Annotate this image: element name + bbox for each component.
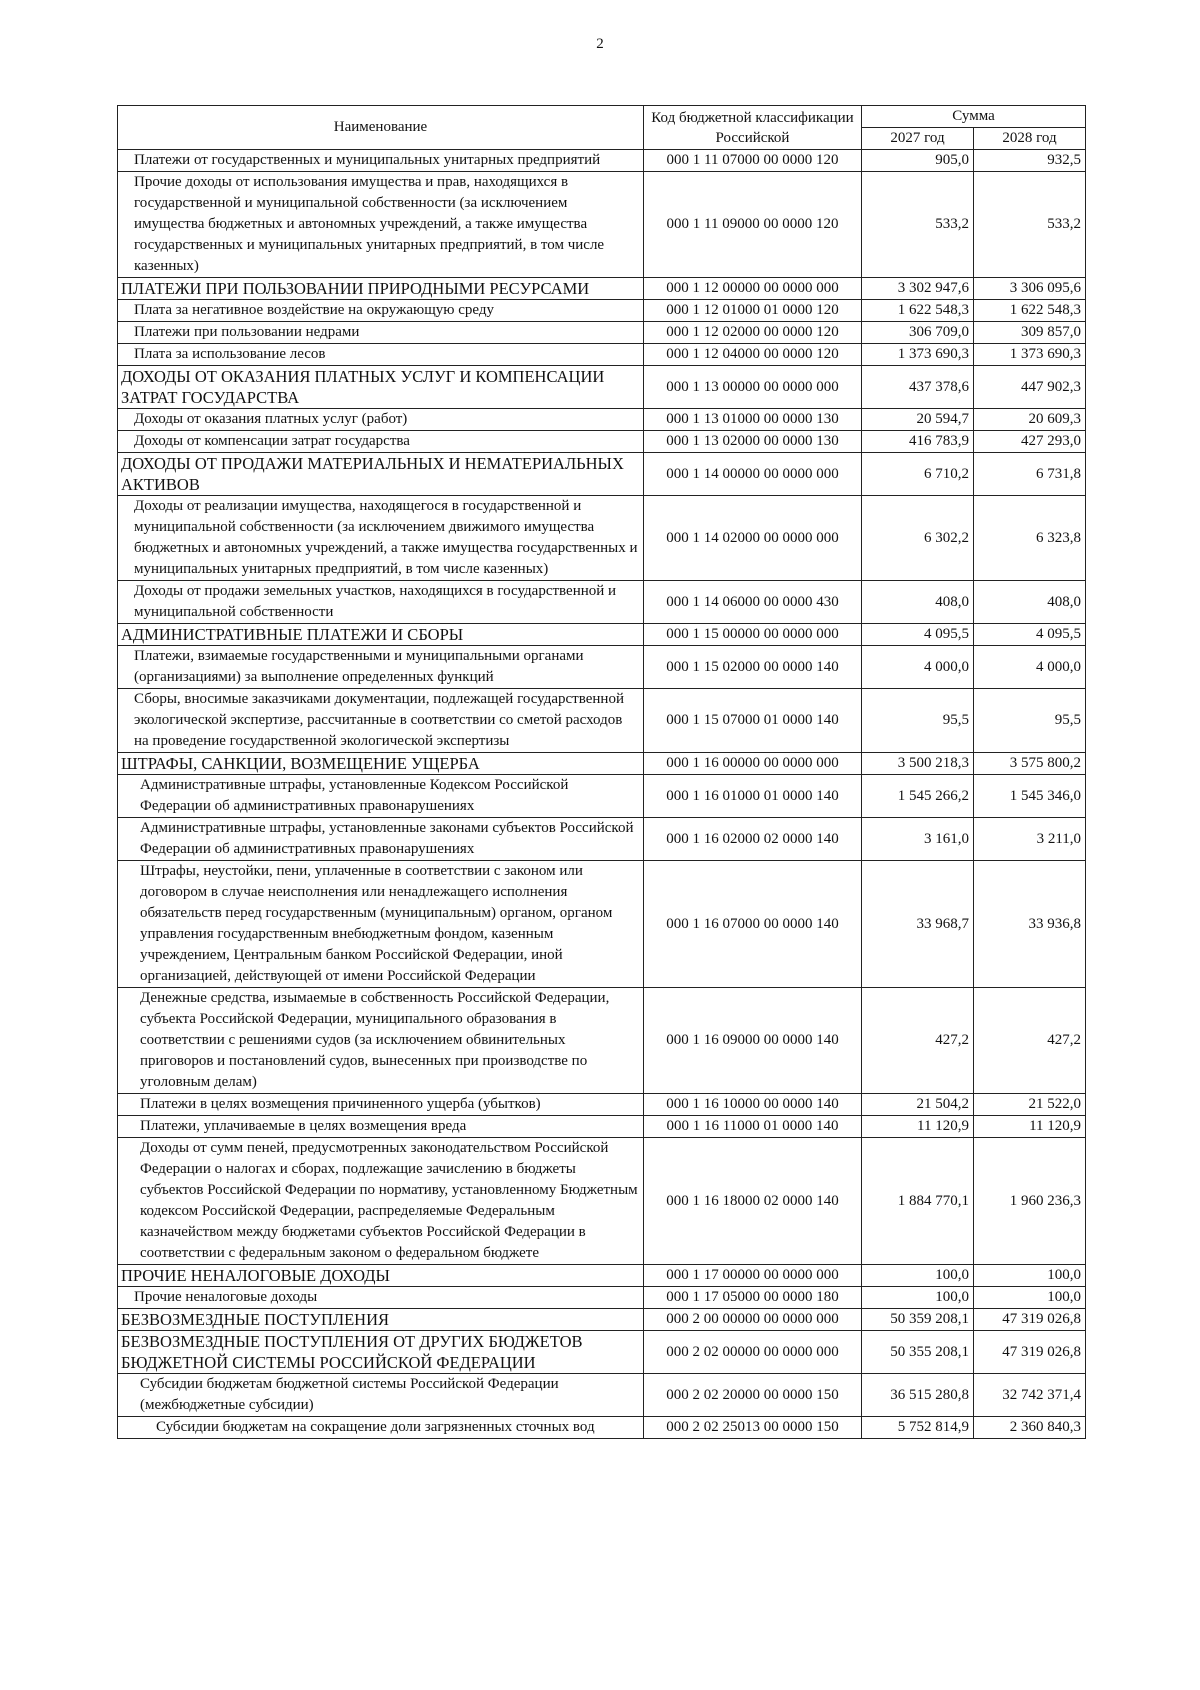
row-sum-2028: 427 293,0 <box>974 431 1086 453</box>
table-row <box>118 1094 1086 1116</box>
table-row <box>118 818 1086 861</box>
row-sum-2028: 6 323,8 <box>974 496 1086 581</box>
row-sum-2028: 932,5 <box>974 150 1086 172</box>
row-sum-2028: 3 306 095,6 <box>974 278 1086 300</box>
row-code: 000 1 16 10000 00 0000 140 <box>644 1094 862 1116</box>
row-code: 000 2 02 20000 00 0000 150 <box>644 1374 862 1417</box>
row-code: 000 1 12 01000 01 0000 120 <box>644 300 862 322</box>
header-code: Код бюджетной классификации Российской <box>644 106 862 150</box>
table-row <box>118 1374 1086 1417</box>
row-code: 000 1 16 09000 00 0000 140 <box>644 988 862 1094</box>
row-code: 000 1 11 07000 00 0000 120 <box>644 150 862 172</box>
row-name: Денежные средства, изымаемые в собственность Российской Федерации, субъекта Российской Федерации, муниципального образования в соответствии с решениями судов (за исключением обвинительных приговоров и постановлений судов, вынесенных при производстве по уголовным делам) <box>118 988 644 1094</box>
row-name: Сборы, вносимые заказчиками документации, подлежащей государственной экологической экспертизе, рассчитанные в соответствии со сметой расходов на проведение государственной экологической экспертизы <box>118 689 644 753</box>
row-sum-2028: 95,5 <box>974 689 1086 753</box>
row-code: 000 2 02 00000 00 0000 000 <box>644 1331 862 1374</box>
row-code: 000 2 02 25013 00 0000 150 <box>644 1417 862 1439</box>
row-name: БЕЗВОЗМЕЗДНЫЕ ПОСТУПЛЕНИЯ <box>118 1309 644 1331</box>
row-name: Платежи от государственных и муниципальных унитарных предприятий <box>118 150 644 172</box>
row-sum-2028: 447 902,3 <box>974 366 1086 409</box>
row-code: 000 1 14 02000 00 0000 000 <box>644 496 862 581</box>
row-name: Доходы от сумм пеней, предусмотренных законодательством Российской Федерации о налогах и сборах, подлежащие зачислению в бюджеты субъектов Российской Федерации по нормативу, установленному Бюджетным кодексом Российской Федерации, распределяемые Федеральным казначейством между бюджетами субъектов Российской Федерации в соответствии с федеральным законом о федеральном бюджете <box>118 1138 644 1265</box>
row-name: Доходы от продажи земельных участков, находящихся в государственной и муниципальной собственности <box>118 581 644 624</box>
table-row <box>118 581 1086 624</box>
table-row <box>118 496 1086 581</box>
row-sum-2027: 6 302,2 <box>862 496 974 581</box>
row-name: Платежи при пользовании недрами <box>118 322 644 344</box>
table-row <box>118 689 1086 753</box>
row-name: ДОХОДЫ ОТ ОКАЗАНИЯ ПЛАТНЫХ УСЛУГ И КОМПЕНСАЦИИ ЗАТРАТ ГОСУДАРСТВА <box>118 366 644 409</box>
table-row <box>118 150 1086 172</box>
row-sum-2027: 21 504,2 <box>862 1094 974 1116</box>
row-code: 000 1 12 04000 00 0000 120 <box>644 344 862 366</box>
row-name: Административные штрафы, установленные Кодексом Российской Федерации об административных правонарушениях <box>118 775 644 818</box>
row-sum-2027: 95,5 <box>862 689 974 753</box>
row-sum-2028: 1 373 690,3 <box>974 344 1086 366</box>
row-sum-2028: 2 360 840,3 <box>974 1417 1086 1439</box>
row-sum-2027: 1 884 770,1 <box>862 1138 974 1265</box>
header-sum: Сумма <box>862 106 1086 128</box>
row-code: 000 1 17 05000 00 0000 180 <box>644 1287 862 1309</box>
row-sum-2027: 5 752 814,9 <box>862 1417 974 1439</box>
row-code: 000 1 14 00000 00 0000 000 <box>644 453 862 496</box>
row-code: 000 1 13 00000 00 0000 000 <box>644 366 862 409</box>
table-row <box>118 453 1086 496</box>
row-sum-2028: 1 960 236,3 <box>974 1138 1086 1265</box>
row-sum-2028: 32 742 371,4 <box>974 1374 1086 1417</box>
row-code: 000 1 16 01000 01 0000 140 <box>644 775 862 818</box>
row-sum-2028: 20 609,3 <box>974 409 1086 431</box>
row-sum-2027: 306 709,0 <box>862 322 974 344</box>
row-sum-2027: 100,0 <box>862 1265 974 1287</box>
row-code: 000 2 00 00000 00 0000 000 <box>644 1309 862 1331</box>
header-year-2028: 2028 год <box>974 128 1086 150</box>
row-sum-2027: 416 783,9 <box>862 431 974 453</box>
row-code: 000 1 17 00000 00 0000 000 <box>644 1265 862 1287</box>
row-code: 000 1 16 18000 02 0000 140 <box>644 1138 862 1265</box>
row-name: ПЛАТЕЖИ ПРИ ПОЛЬЗОВАНИИ ПРИРОДНЫМИ РЕСУРСАМИ <box>118 278 644 300</box>
row-sum-2027: 4 095,5 <box>862 624 974 646</box>
row-name: Плата за использование лесов <box>118 344 644 366</box>
row-sum-2028: 3 211,0 <box>974 818 1086 861</box>
table-row <box>118 1331 1086 1374</box>
table-row <box>118 624 1086 646</box>
row-name: Субсидии бюджетам на сокращение доли загрязненных сточных вод <box>118 1417 644 1439</box>
row-name: ДОХОДЫ ОТ ПРОДАЖИ МАТЕРИАЛЬНЫХ И НЕМАТЕРИАЛЬНЫХ АКТИВОВ <box>118 453 644 496</box>
row-code: 000 1 12 00000 00 0000 000 <box>644 278 862 300</box>
row-name: Платежи, уплачиваемые в целях возмещения вреда <box>118 1116 644 1138</box>
table-row <box>118 322 1086 344</box>
row-sum-2027: 50 355 208,1 <box>862 1331 974 1374</box>
row-name: Доходы от компенсации затрат государства <box>118 431 644 453</box>
row-sum-2028: 47 319 026,8 <box>974 1331 1086 1374</box>
row-sum-2027: 437 378,6 <box>862 366 974 409</box>
table-row <box>118 988 1086 1094</box>
row-name: Доходы от реализации имущества, находящегося в государственной и муниципальной собственности (за исключением движимого имущества бюджетных и автономных учреждений, а также имущества государственных и муниципальных унитарных предприятий, в том числе казенных) <box>118 496 644 581</box>
table-row <box>118 646 1086 689</box>
row-sum-2027: 1 545 266,2 <box>862 775 974 818</box>
row-name: Административные штрафы, установленные законами субъектов Российской Федерации об административных правонарушениях <box>118 818 644 861</box>
row-code: 000 1 15 02000 00 0000 140 <box>644 646 862 689</box>
row-name: Платежи в целях возмещения причиненного ущерба (убытков) <box>118 1094 644 1116</box>
header-year-2027: 2027 год <box>862 128 974 150</box>
row-name: БЕЗВОЗМЕЗДНЫЕ ПОСТУПЛЕНИЯ ОТ ДРУГИХ БЮДЖЕТОВ БЮДЖЕТНОЙ СИСТЕМЫ РОССИЙСКОЙ ФЕДЕРАЦИИ <box>118 1331 644 1374</box>
table-row <box>118 366 1086 409</box>
row-code: 000 1 15 00000 00 0000 000 <box>644 624 862 646</box>
row-sum-2028: 33 936,8 <box>974 861 1086 988</box>
row-sum-2028: 100,0 <box>974 1287 1086 1309</box>
table-row <box>118 1287 1086 1309</box>
row-code: 000 1 16 00000 00 0000 000 <box>644 753 862 775</box>
table-row <box>118 172 1086 278</box>
row-sum-2028: 408,0 <box>974 581 1086 624</box>
row-sum-2028: 1 545 346,0 <box>974 775 1086 818</box>
row-sum-2028: 427,2 <box>974 988 1086 1094</box>
table-row <box>118 861 1086 988</box>
budget-revenue-table <box>117 105 1086 1439</box>
table-row <box>118 1417 1086 1439</box>
row-code: 000 1 13 01000 00 0000 130 <box>644 409 862 431</box>
row-sum-2028: 47 319 026,8 <box>974 1309 1086 1331</box>
table-row <box>118 409 1086 431</box>
row-sum-2028: 3 575 800,2 <box>974 753 1086 775</box>
row-sum-2027: 50 359 208,1 <box>862 1309 974 1331</box>
table-row <box>118 431 1086 453</box>
row-sum-2027: 1 373 690,3 <box>862 344 974 366</box>
row-name: ШТРАФЫ, САНКЦИИ, ВОЗМЕЩЕНИЕ УЩЕРБА <box>118 753 644 775</box>
header-name: Наименование <box>118 106 644 150</box>
row-name: Субсидии бюджетам бюджетной системы Российской Федерации (межбюджетные субсидии) <box>118 1374 644 1417</box>
row-sum-2028: 6 731,8 <box>974 453 1086 496</box>
row-sum-2027: 905,0 <box>862 150 974 172</box>
row-sum-2027: 3 161,0 <box>862 818 974 861</box>
row-sum-2028: 533,2 <box>974 172 1086 278</box>
row-code: 000 1 12 02000 00 0000 120 <box>644 322 862 344</box>
row-code: 000 1 16 07000 00 0000 140 <box>644 861 862 988</box>
row-sum-2027: 100,0 <box>862 1287 974 1309</box>
row-sum-2027: 6 710,2 <box>862 453 974 496</box>
row-code: 000 1 16 02000 02 0000 140 <box>644 818 862 861</box>
table-row <box>118 1309 1086 1331</box>
table-row <box>118 1265 1086 1287</box>
table-body <box>118 150 1086 1439</box>
row-sum-2028: 1 622 548,3 <box>974 300 1086 322</box>
row-sum-2027: 408,0 <box>862 581 974 624</box>
row-sum-2027: 3 302 947,6 <box>862 278 974 300</box>
row-sum-2027: 4 000,0 <box>862 646 974 689</box>
row-name: ПРОЧИЕ НЕНАЛОГОВЫЕ ДОХОДЫ <box>118 1265 644 1287</box>
row-name: Доходы от оказания платных услуг (работ) <box>118 409 644 431</box>
row-code: 000 1 16 11000 01 0000 140 <box>644 1116 862 1138</box>
page-number: 2 <box>596 36 604 52</box>
row-name: Штрафы, неустойки, пени, уплаченные в соответствии с законом или договором в случае неисполнения или ненадлежащего исполнения обязательств перед государственным (муниципальным) органом, органом управления государственным внебюджетным фондом, казенным учреждением, Центральным банком Российской Федерации, иной организацией, действующей от имени Российской Федерации <box>118 861 644 988</box>
table-row <box>118 278 1086 300</box>
row-code: 000 1 11 09000 00 0000 120 <box>644 172 862 278</box>
row-name: Платежи, взимаемые государственными и муниципальными органами (организациями) за выполнение определенных функций <box>118 646 644 689</box>
row-sum-2027: 33 968,7 <box>862 861 974 988</box>
row-code: 000 1 13 02000 00 0000 130 <box>644 431 862 453</box>
row-sum-2028: 4 095,5 <box>974 624 1086 646</box>
table-row <box>118 344 1086 366</box>
table-row <box>118 1138 1086 1265</box>
table-row <box>118 775 1086 818</box>
row-sum-2028: 11 120,9 <box>974 1116 1086 1138</box>
row-sum-2028: 21 522,0 <box>974 1094 1086 1116</box>
row-name: Прочие неналоговые доходы <box>118 1287 644 1309</box>
row-sum-2027: 427,2 <box>862 988 974 1094</box>
row-sum-2027: 1 622 548,3 <box>862 300 974 322</box>
row-name: Прочие доходы от использования имущества и прав, находящихся в государственной и муниципальной собственности (за исключением имущества бюджетных и автономных учреждений, а также имущества государственных и муниципальных унитарных предприятий, в том числе казенных) <box>118 172 644 278</box>
table-row <box>118 300 1086 322</box>
table-row <box>118 753 1086 775</box>
row-name: Плата за негативное воздействие на окружающую среду <box>118 300 644 322</box>
row-sum-2027: 36 515 280,8 <box>862 1374 974 1417</box>
row-sum-2028: 309 857,0 <box>974 322 1086 344</box>
row-sum-2027: 533,2 <box>862 172 974 278</box>
row-sum-2028: 4 000,0 <box>974 646 1086 689</box>
row-code: 000 1 14 06000 00 0000 430 <box>644 581 862 624</box>
row-code: 000 1 15 07000 01 0000 140 <box>644 689 862 753</box>
row-sum-2028: 100,0 <box>974 1265 1086 1287</box>
row-sum-2027: 11 120,9 <box>862 1116 974 1138</box>
row-sum-2027: 3 500 218,3 <box>862 753 974 775</box>
row-name: АДМИНИСТРАТИВНЫЕ ПЛАТЕЖИ И СБОРЫ <box>118 624 644 646</box>
table-row <box>118 1116 1086 1138</box>
row-sum-2027: 20 594,7 <box>862 409 974 431</box>
